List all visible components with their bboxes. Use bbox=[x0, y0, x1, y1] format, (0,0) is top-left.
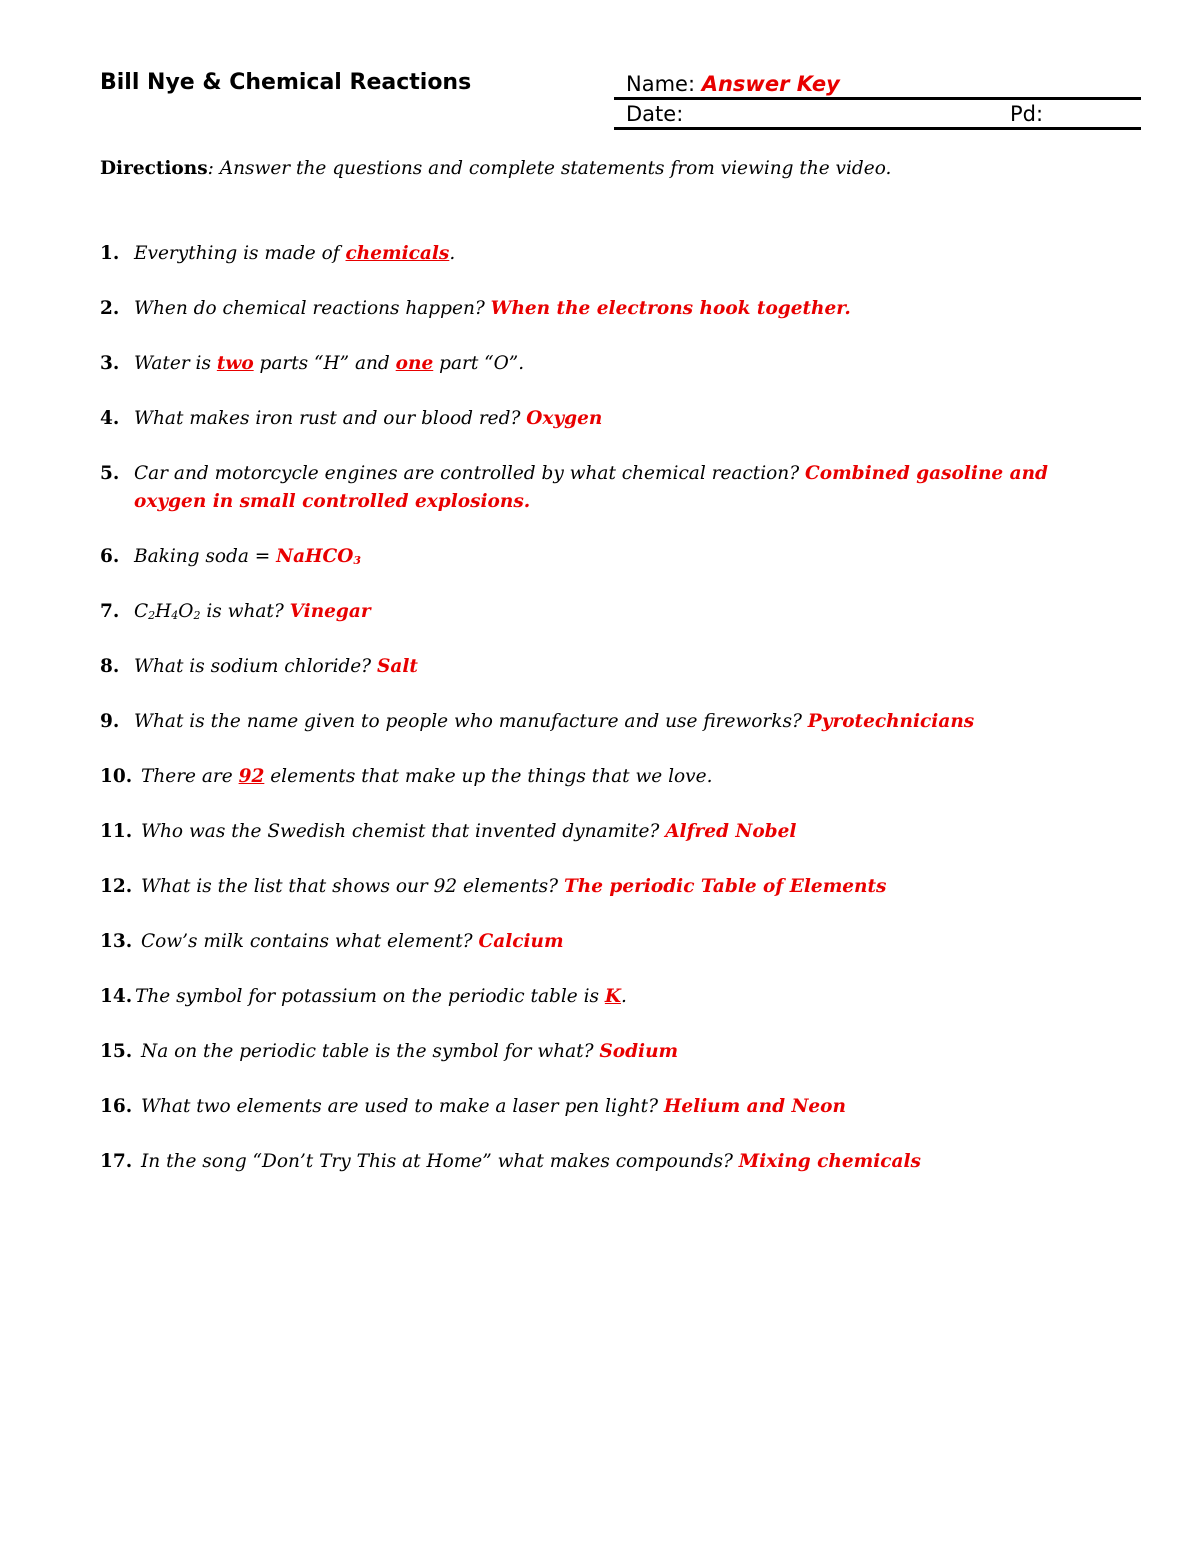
question-number: 11. bbox=[100, 821, 133, 842]
question-2 bbox=[100, 295, 1100, 323]
question-number: 16. bbox=[100, 1096, 133, 1117]
answer-text: Mixing chemicals bbox=[738, 1151, 921, 1172]
question-13 bbox=[100, 928, 1100, 956]
question-number: 15. bbox=[100, 1041, 133, 1062]
question-text-end: part “O”. bbox=[433, 353, 525, 374]
question-text: The symbol for potassium on the periodic table is bbox=[135, 986, 605, 1007]
directions bbox=[100, 158, 891, 179]
question-10 bbox=[100, 763, 1100, 791]
question-text: Na on the periodic table is the symbol for what? bbox=[141, 1041, 600, 1062]
question-3 bbox=[100, 350, 1100, 378]
answer-text: When the electrons hook together. bbox=[490, 298, 851, 319]
question-text: What two elements are used to make a laser pen light? bbox=[141, 1096, 664, 1117]
question-text: Who was the Swedish chemist that invented dynamite? bbox=[141, 821, 666, 842]
question-number: 13. bbox=[100, 931, 133, 952]
question-text-end: . bbox=[620, 986, 627, 1007]
answer-text: Helium and Neon bbox=[663, 1096, 846, 1117]
question-text: What makes iron rust and our blood red? bbox=[134, 408, 527, 429]
answer-text: Vinegar bbox=[289, 601, 371, 622]
question-text: Baking soda = bbox=[134, 546, 277, 567]
directions-text: : Answer the questions and complete statements from viewing the video. bbox=[207, 158, 892, 179]
question-text: What is sodium chloride? bbox=[134, 656, 377, 677]
answer-blank: K bbox=[604, 986, 621, 1007]
formula: $C_2H_4O_2$ bbox=[134, 601, 201, 622]
date-line bbox=[614, 100, 1141, 130]
question-number: 7. bbox=[100, 601, 120, 622]
answer-text: The periodic Table of Elements bbox=[563, 876, 887, 897]
question-text: Car and motorcycle engines are controlled by what chemical reaction? bbox=[134, 463, 806, 484]
answer-text: Pyrotechnicians bbox=[807, 711, 975, 732]
question-text: In the song “Don’t Try This at Home” what makes compounds? bbox=[141, 1151, 739, 1172]
question-text-end: . bbox=[449, 243, 456, 264]
name-line bbox=[614, 70, 1141, 100]
question-number: 12. bbox=[100, 876, 133, 897]
question-15 bbox=[100, 1038, 1100, 1066]
question-number: 17. bbox=[100, 1151, 133, 1172]
name-label: Name: bbox=[626, 72, 696, 96]
question-text: There are bbox=[141, 766, 239, 787]
question-12 bbox=[100, 873, 1100, 901]
answer-text: Combined gasoline and oxygen in small controlled explosions. bbox=[134, 463, 1048, 512]
question-number: 1. bbox=[100, 243, 120, 264]
question-text: When do chemical reactions happen? bbox=[134, 298, 491, 319]
question-text-end: elements that make up the things that we love. bbox=[264, 766, 713, 787]
question-16 bbox=[100, 1093, 1100, 1121]
question-text: Everything is made of bbox=[134, 243, 346, 264]
question-5 bbox=[100, 460, 1100, 516]
question-number: 2. bbox=[100, 298, 120, 319]
page-title: Bill Nye & Chemical Reactions bbox=[100, 70, 472, 95]
question-number: 14. bbox=[100, 986, 133, 1007]
question-number: 6. bbox=[100, 546, 120, 567]
question-text: is what? bbox=[200, 601, 290, 622]
answer-text: Sodium bbox=[599, 1041, 679, 1062]
answer-text: Calcium bbox=[478, 931, 564, 952]
name-value: Answer Key bbox=[701, 72, 840, 96]
question-text-mid: parts “H” and bbox=[253, 353, 396, 374]
question-17 bbox=[100, 1148, 1100, 1176]
answer-text: NaHCO$_3$ bbox=[276, 546, 362, 567]
answer-text: Salt bbox=[376, 656, 418, 677]
answer-blank: one bbox=[395, 353, 434, 374]
question-number: 3. bbox=[100, 353, 120, 374]
question-7 bbox=[100, 598, 1100, 626]
answer-blank: two bbox=[216, 353, 254, 374]
period-label: Pd: bbox=[1010, 102, 1044, 126]
question-4 bbox=[100, 405, 1100, 433]
question-11 bbox=[100, 818, 1100, 846]
answer-blank: chemicals bbox=[345, 243, 450, 264]
question-text: What is the list that shows our 92 elements? bbox=[141, 876, 564, 897]
question-number: 5. bbox=[100, 463, 120, 484]
question-6 bbox=[100, 543, 1100, 571]
answer-blank: 92 bbox=[238, 766, 265, 787]
question-number: 9. bbox=[100, 711, 120, 732]
question-number: 8. bbox=[100, 656, 120, 677]
answer-text: Alfred Nobel bbox=[665, 821, 797, 842]
question-number: 10. bbox=[100, 766, 133, 787]
question-text: Cow’s milk contains what element? bbox=[141, 931, 479, 952]
question-9 bbox=[100, 708, 1100, 736]
question-text: What is the name given to people who manufacture and use fireworks? bbox=[134, 711, 808, 732]
answer-text: Oxygen bbox=[526, 408, 603, 429]
question-text: Water is bbox=[134, 353, 217, 374]
question-1 bbox=[100, 240, 1100, 268]
question-8 bbox=[100, 653, 1100, 681]
question-number: 4. bbox=[100, 408, 120, 429]
question-list bbox=[100, 240, 1100, 1203]
directions-label: Directions bbox=[100, 158, 208, 179]
question-14 bbox=[100, 983, 1100, 1011]
date-label: Date: bbox=[626, 102, 684, 126]
student-info-block bbox=[614, 70, 1141, 130]
